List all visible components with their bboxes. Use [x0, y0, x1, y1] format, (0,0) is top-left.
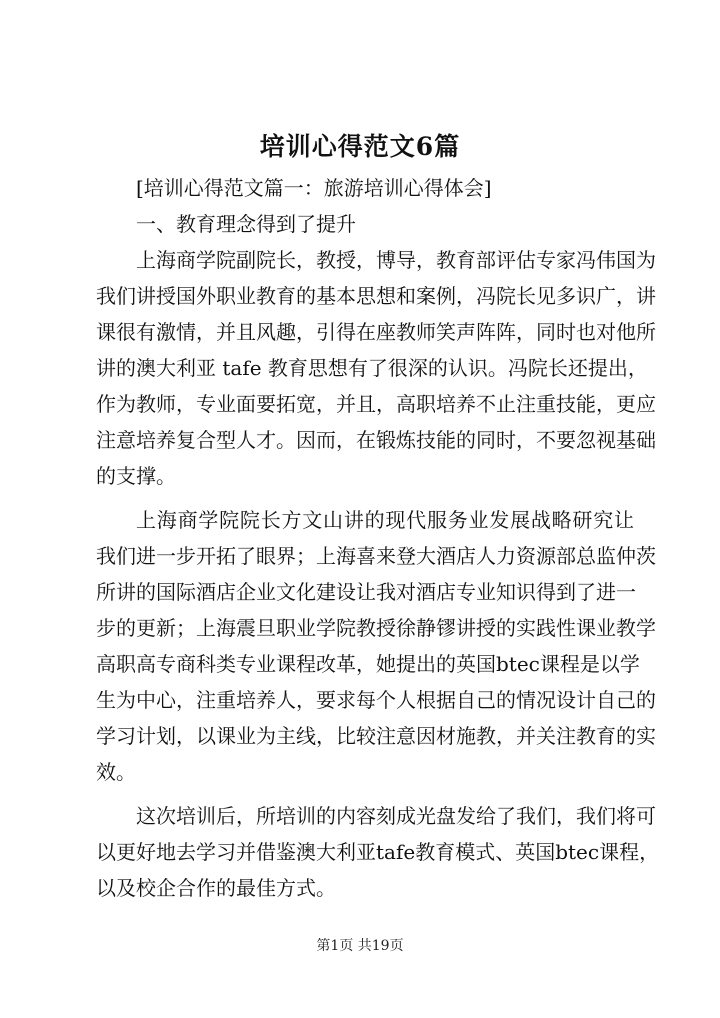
section-heading: [培训心得范文篇一：旅游培训心得体会]: [136, 176, 492, 200]
page-number: 第1页 共19页: [316, 938, 404, 954]
paragraph-line: 作为教师，专业面要拓宽，并且，高职培养不止注重技能，更应: [96, 392, 656, 416]
paragraph-line: 步的更新；上海震旦职业学院教授徐静镠讲授的实践性课业教学: [96, 616, 656, 640]
document-content: [96, 170, 660, 906]
paragraph-line: 上海商学院院长方文山讲的现代服务业发展战略研究让: [136, 508, 634, 532]
subheading: 一、教育理念得到了提升: [136, 212, 356, 236]
paragraph-line: 效。: [96, 760, 136, 784]
paragraph-line: 高职高专商科类专业课程改革，她提出的英国btec课程是以学: [96, 652, 640, 676]
paragraph-line: 我们进一步开拓了眼界；上海喜来登大酒店人力资源部总监仲茨: [96, 544, 656, 568]
paragraph-line: 上海商学院副院长，教授，博导，教育部评估专家冯伟国为: [136, 248, 656, 272]
paragraph-gap: [96, 494, 634, 502]
paragraph-gap: [96, 790, 634, 798]
document-title: 培训心得范文6篇: [259, 132, 461, 161]
paragraph-line: 我们讲授国外职业教育的基本思想和案例，冯院长见多识广，讲: [96, 284, 656, 308]
paragraph-line: 以更好地去学习并借鉴澳大利亚tafe教育模式、英国btec课程，: [96, 840, 660, 864]
paragraph-3: [96, 798, 660, 906]
paragraph-line: 这次培训后，所培训的内容刻成光盘发给了我们，我们将可: [136, 804, 656, 828]
paragraph-line: 以及校企合作的最佳方式。: [96, 876, 336, 900]
paragraph-line: 注意培养复合型人才。因而，在锻炼技能的同时，不要忽视基础: [96, 428, 656, 452]
paragraph-line: 的支撑。: [96, 464, 176, 488]
paragraph-line: 生为中心，注重培养人，要求每个人根据自己的情况设计自己的: [96, 688, 656, 712]
paragraph-line: 所讲的国际酒店企业文化建设让我对酒店专业知识得到了进一: [96, 580, 636, 604]
paragraph-line: 课很有激情，并且风趣，引得在座教师笑声阵阵，同时也对他所: [96, 320, 656, 344]
paragraph-1: [96, 242, 656, 494]
paragraph-line: 学习计划，以课业为主线，比较注意因材施教，并关注教育的实: [96, 724, 656, 748]
paragraph-line: 讲的澳大利亚 tafe 教育思想有了很深的认识。冯院长还提出，: [96, 356, 648, 380]
paragraph-2: [96, 502, 656, 790]
